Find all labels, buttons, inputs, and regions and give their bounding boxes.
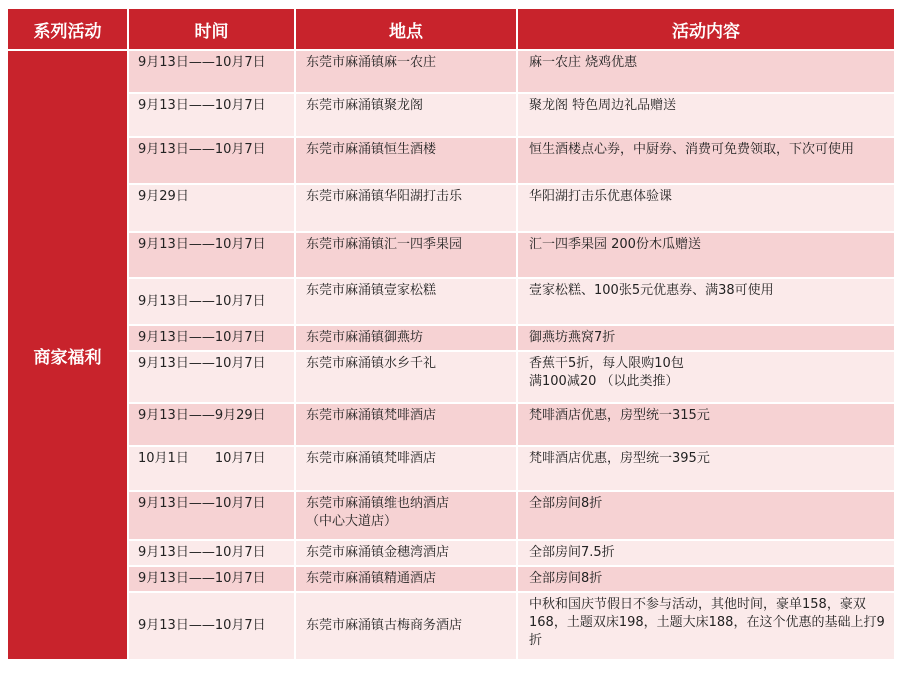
table-row <box>7 50 895 93</box>
content-cell: 全部房间7.5折 <box>517 540 895 566</box>
header-time: 时间 <box>128 8 295 50</box>
place-cell: 东莞市麻涌镇水乡千礼 <box>295 351 517 403</box>
category-cell: 商家福利 <box>7 50 128 660</box>
content-cell: 壹家松糕、100张5元优惠券、满38可使用 <box>517 278 895 325</box>
time-cell: 9月13日——10月7日 <box>128 137 295 184</box>
table-row <box>7 184 895 232</box>
table-row <box>7 403 895 446</box>
time-cell: 9月29日 <box>128 184 295 232</box>
table-row <box>7 325 895 351</box>
place-cell: 东莞市麻涌镇维也纳酒店 （中心大道店） <box>295 491 517 540</box>
time-cell: 9月13日——10月7日 <box>128 325 295 351</box>
place-cell: 东莞市麻涌镇麻一农庄 <box>295 50 517 93</box>
time-cell: 9月13日——10月7日 <box>128 592 295 660</box>
table-row <box>7 278 895 325</box>
time-cell: 9月13日——9月29日 <box>128 403 295 446</box>
header-row <box>7 8 895 50</box>
content-cell: 梵啡酒店优惠，房型统一315元 <box>517 403 895 446</box>
table-row <box>7 93 895 137</box>
table-row <box>7 351 895 403</box>
time-cell: 9月13日——10月7日 <box>128 93 295 137</box>
content-cell: 汇一四季果园 200份木瓜赠送 <box>517 232 895 278</box>
header-series: 系列活动 <box>7 8 128 50</box>
table-row <box>7 137 895 184</box>
table-row <box>7 491 895 540</box>
header-content: 活动内容 <box>517 8 895 50</box>
time-cell: 9月13日——10月7日 <box>128 540 295 566</box>
header-place: 地点 <box>295 8 517 50</box>
table-row <box>7 446 895 491</box>
content-cell: 中秋和国庆节假日不参与活动，其他时间，豪单158，豪双168，土题双床198，土题大床188，在这个优惠的基础上打9折 <box>517 592 895 660</box>
time-cell: 9月13日——10月7日 <box>128 278 295 325</box>
time-cell: 10月1日 10月7日 <box>128 446 295 491</box>
content-cell: 麻一农庄 烧鸡优惠 <box>517 50 895 93</box>
table-row <box>7 592 895 660</box>
content-cell: 香蕉干5折，每人限购10包 满100减20 （以此类推） <box>517 351 895 403</box>
benefits-table <box>6 7 896 661</box>
place-cell: 东莞市麻涌镇御燕坊 <box>295 325 517 351</box>
place-cell: 东莞市麻涌镇壹家松糕 <box>295 278 517 325</box>
place-cell: 东莞市麻涌镇精通酒店 <box>295 566 517 592</box>
content-cell: 聚龙阁 特色周边礼品赠送 <box>517 93 895 137</box>
place-cell: 东莞市麻涌镇古梅商务酒店 <box>295 592 517 660</box>
time-cell: 9月13日——10月7日 <box>128 491 295 540</box>
place-cell: 东莞市麻涌镇恒生酒楼 <box>295 137 517 184</box>
table-row <box>7 566 895 592</box>
table-row <box>7 540 895 566</box>
time-cell: 9月13日——10月7日 <box>128 566 295 592</box>
time-cell: 9月13日——10月7日 <box>128 351 295 403</box>
benefits-table-container <box>6 7 894 661</box>
place-cell: 东莞市麻涌镇梵啡酒店 <box>295 446 517 491</box>
content-cell: 华阳湖打击乐优惠体验课 <box>517 184 895 232</box>
content-cell: 恒生酒楼点心券，中厨券、消费可免费领取，下次可使用 <box>517 137 895 184</box>
table-row <box>7 232 895 278</box>
time-cell: 9月13日——10月7日 <box>128 232 295 278</box>
place-cell: 东莞市麻涌镇华阳湖打击乐 <box>295 184 517 232</box>
time-cell: 9月13日——10月7日 <box>128 50 295 93</box>
content-cell: 全部房间8折 <box>517 566 895 592</box>
content-cell: 梵啡酒店优惠，房型统一395元 <box>517 446 895 491</box>
place-cell: 东莞市麻涌镇汇一四季果园 <box>295 232 517 278</box>
place-cell: 东莞市麻涌镇金穗湾酒店 <box>295 540 517 566</box>
content-cell: 全部房间8折 <box>517 491 895 540</box>
place-cell: 东莞市麻涌镇梵啡酒店 <box>295 403 517 446</box>
content-cell: 御燕坊燕窝7折 <box>517 325 895 351</box>
place-cell: 东莞市麻涌镇聚龙阁 <box>295 93 517 137</box>
